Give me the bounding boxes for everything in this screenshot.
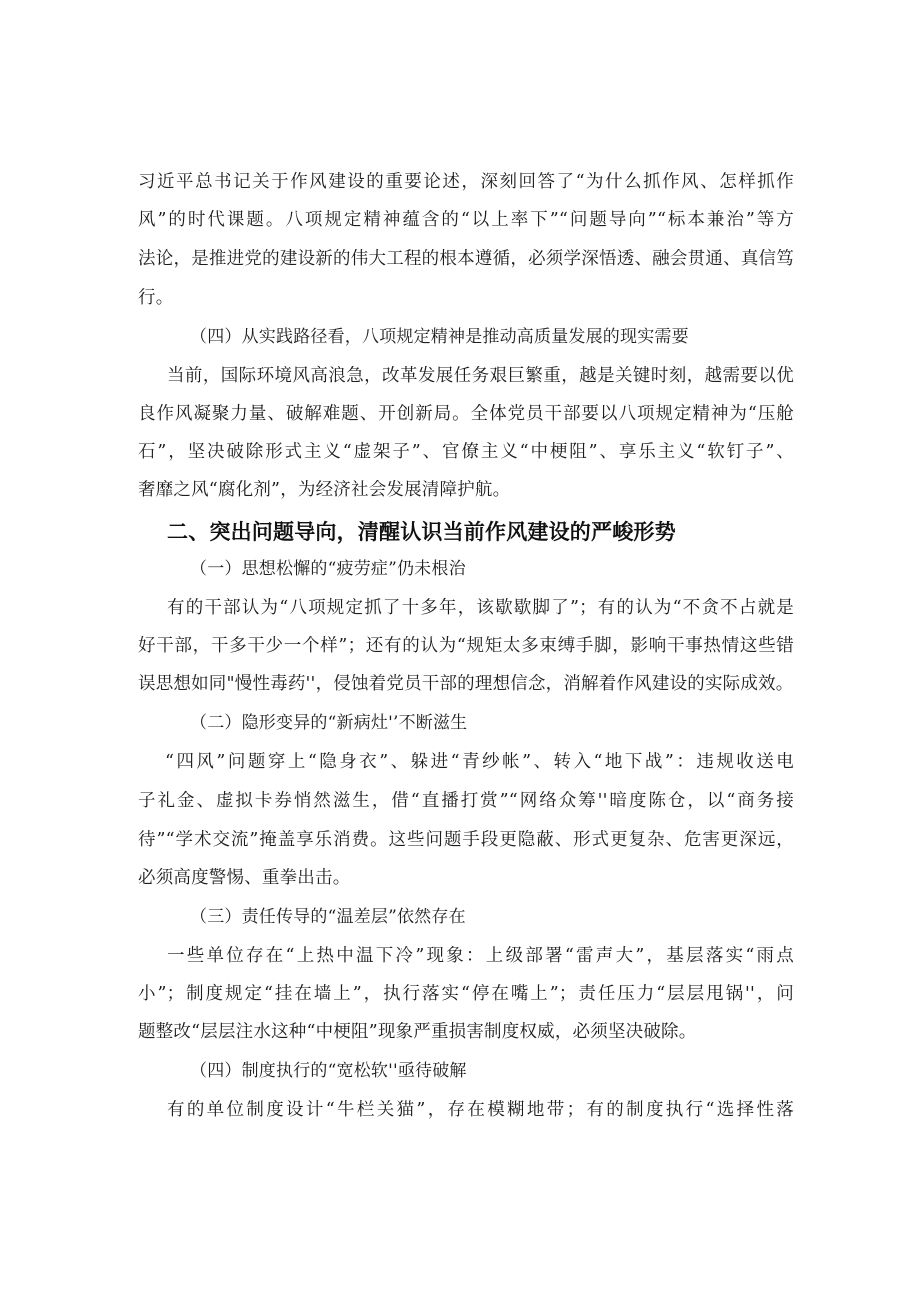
subheading: （四）从实践路径看，八项规定精神是推动高质量发展的现实需要	[190, 327, 689, 347]
subheading: （三）责任传导的“温差层”依然存在	[190, 907, 466, 927]
paragraph-line: 有的干部认为“八项规定抓了十多年，该歇歇脚了”；有的认为“不贪不占就是	[167, 598, 794, 618]
paragraph-line: 子礼金、虚拟卡券悄然滋生，借“直播打赏”“网络众筹''暗度陈仓，以“商务接	[138, 791, 794, 811]
paragraph-line: 习近平总书记关于作风建设的重要论述，深刻回答了“为什么抓作风、怎样抓作	[138, 172, 794, 192]
paragraph-line: 石”，坚决破除形式主义“虚架子”、官僚主义“中梗阻”、享乐主义“软钉子”、	[138, 442, 794, 462]
paragraph-line: 小”；制度规定“挂在墙上”，执行落实“停在嘴上”；责任压力“层层甩锅''，问	[138, 984, 794, 1004]
paragraph-line: 风”的时代课题。八项规定精神蕴含的“以上率下”“问题导向”“标本兼治”等方	[138, 210, 794, 230]
paragraph-line: 行。	[138, 288, 174, 308]
subheading: （四）制度执行的“宽松软''亟待破解	[190, 1061, 467, 1081]
paragraph-line: 待”“学术交流”掩盖享乐消费。这些问题手段更隐蔽、形式更复杂、危害更深远，	[138, 830, 794, 850]
subheading: （二）隐形变异的“新病灶'’不断滋生	[190, 713, 468, 733]
subheading: （一）思想松懈的“疲劳症”仍未根治	[190, 559, 466, 579]
paragraph-line: 有的单位制度设计“牛栏关猫”，存在模糊地带；有的制度执行“选择性落	[167, 1100, 794, 1120]
paragraph-line: 良作风凝聚力量、破解难题、开创新局。全体党员干部要以八项规定精神为“压舱	[138, 404, 794, 424]
paragraph-line: 误思想如同"慢性毒药''，侵蚀着党员干部的理想信念，消解着作风建设的实际成效。	[138, 674, 794, 694]
paragraph-line: “四风”问题穿上“隐身衣”、躲进“青纱帐”、转入“地下战”：违规收送电	[165, 752, 794, 772]
section-heading: 二、突出问题导向，清醒认识当前作风建设的严峻形势	[167, 520, 676, 544]
paragraph-line: 必须高度警惕、重拳出击。	[138, 868, 351, 888]
paragraph-line: 好干部，干多干少一个样”；还有的认为“规矩太多束缚手脚，影响干事热情这些错	[138, 636, 794, 656]
paragraph-line: 题整改“层层注水这种“中梗阻”现象严重损害制度权威，必须坚决破除。	[138, 1022, 697, 1042]
paragraph-line: 当前，国际环境风高浪急，改革发展任务艰巨繁重，越是关键时刻，越需要以优	[167, 366, 794, 386]
paragraph-line: 一些单位存在“上热中温下冷”现象：上级部署“雷声大”，基层落实“雨点	[167, 946, 794, 966]
paragraph-line: 法论，是推进党的建设新的伟大工程的根本遵循，必须学深悟透、融会贯通、真信笃	[138, 249, 794, 269]
paragraph-line: 奢靡之风“腐化剂”，为经济社会发展清障护航。	[138, 480, 511, 500]
